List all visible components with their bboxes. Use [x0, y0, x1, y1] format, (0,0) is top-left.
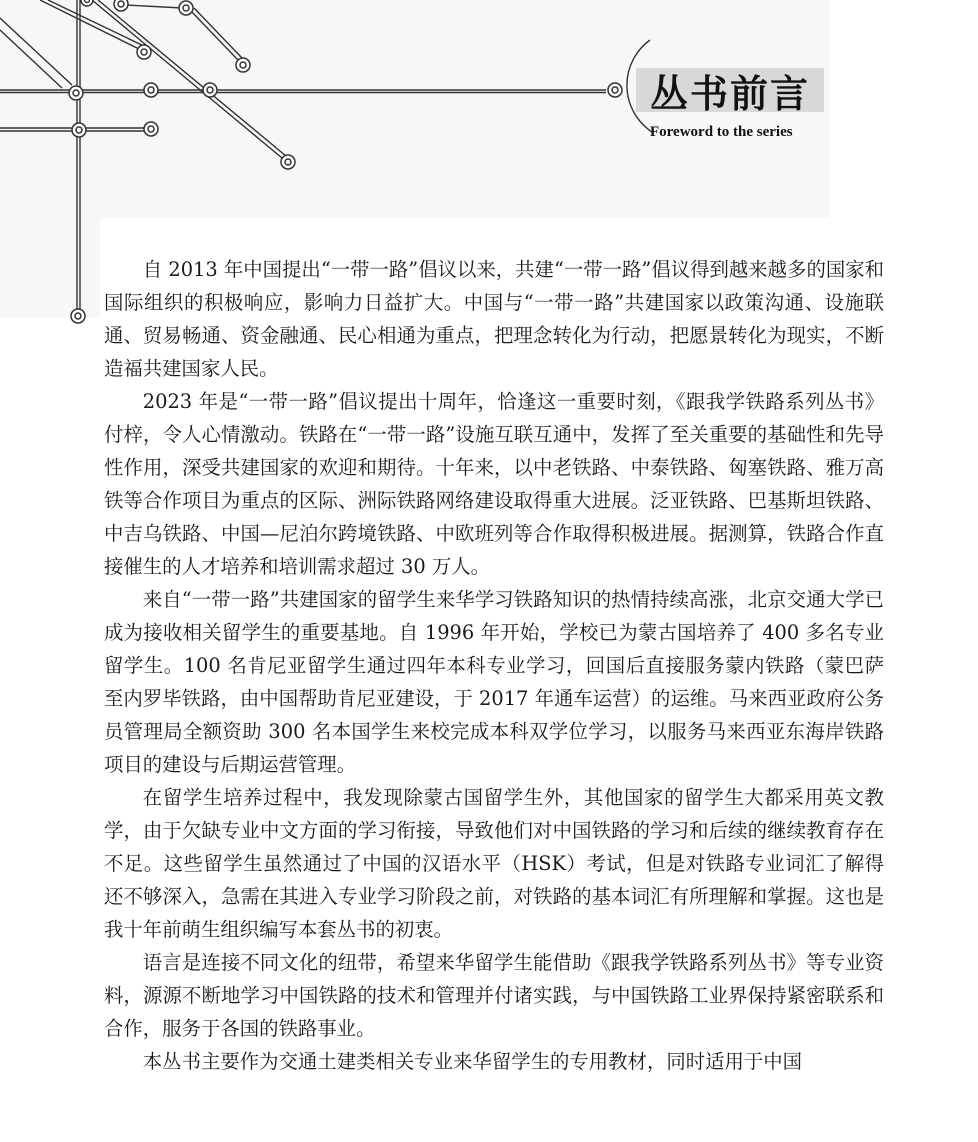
- paragraph: 来自“一带一路”共建国家的留学生来华学习铁路知识的热情持续高涨，北京交通大学已成为接收相关留学生的重要基地。自 1996 年开始，学校已为蒙古国培养了 400 多名专业留学生。100 名肯尼亚留学生通过四年本科专业学习，回国后直接服务蒙内铁路（蒙巴萨至内罗毕铁路，由中国帮助肯尼亚建设，于 2017 年通车运营）的运维。马来西亚政府公务员管理局全额资助 300 名本国学生来校完成本科双学位学习，以服务马来西亚东海岸铁路项目的建设与后期运营管理。: [104, 588, 884, 776]
- paragraph: 在留学生培养过程中，我发现除蒙古国留学生外，其他国家的留学生大都采用英文教学，由于欠缺专业中文方面的学习衔接，导致他们对中国铁路的学习和后续的继续教育存在不足。这些留学生虽然通过了中国的汉语水平（HSK）考试，但是对铁路专业词汇了解得还不够深入，急需在其进入专业学习阶段之前，对铁路的基本词汇有所理解和掌握。这也是我十年前萌生组织编写本套丛书的初衷。: [104, 786, 884, 941]
- title-block: [598, 38, 838, 148]
- page-subtitle: Foreword to the series: [650, 124, 793, 140]
- paragraph: 自 2013 年中国提出“一带一路”倡议以来，共建“一带一路”倡议得到越来越多的国家和国际组织的积极响应，影响力日益扩大。中国与“一带一路”共建国家以政策沟通、设施联通、贸易畅通、资金融通、民心相通为重点，把理念转化为行动，把愿景转化为现实，不断造福共建国家人民。: [104, 258, 885, 380]
- page-title: 丛书前言: [636, 68, 824, 112]
- paragraph: 本丛书主要作为交通土建类相关专业来华留学生的专用教材，同时适用于中国: [142, 1050, 803, 1073]
- body-text: [104, 253, 884, 1078]
- paragraph: 语言是连接不同文化的纽带，希望来华留学生能借助《跟我学铁路系列丛书》等专业资料，源源不断地学习中国铁路的技术和管理并付诸实践，与中国铁路工业界保持紧密联系和合作，服务于各国的铁路事业。: [104, 951, 884, 1040]
- paragraph: 2023 年是“一带一路”倡议提出十周年，恰逢这一重要时刻，《跟我学铁路系列丛书》付梓，令人心情激动。铁路在“一带一路”设施互联互通中，发挥了至关重要的基础性和先导性作用，深受共建国家的欢迎和期待。十年来，以中老铁路、中泰铁路、匈塞铁路、雅万高铁等合作项目为重点的区际、洲际铁路网络建设取得重大进展。泛亚铁路、巴基斯坦铁路、中吉乌铁路、中国—尼泊尔跨境铁路、中欧班列等合作取得积极进展。据测算，铁路合作直接催生的人才培养和培训需求超过 30 万人。: [104, 390, 884, 578]
